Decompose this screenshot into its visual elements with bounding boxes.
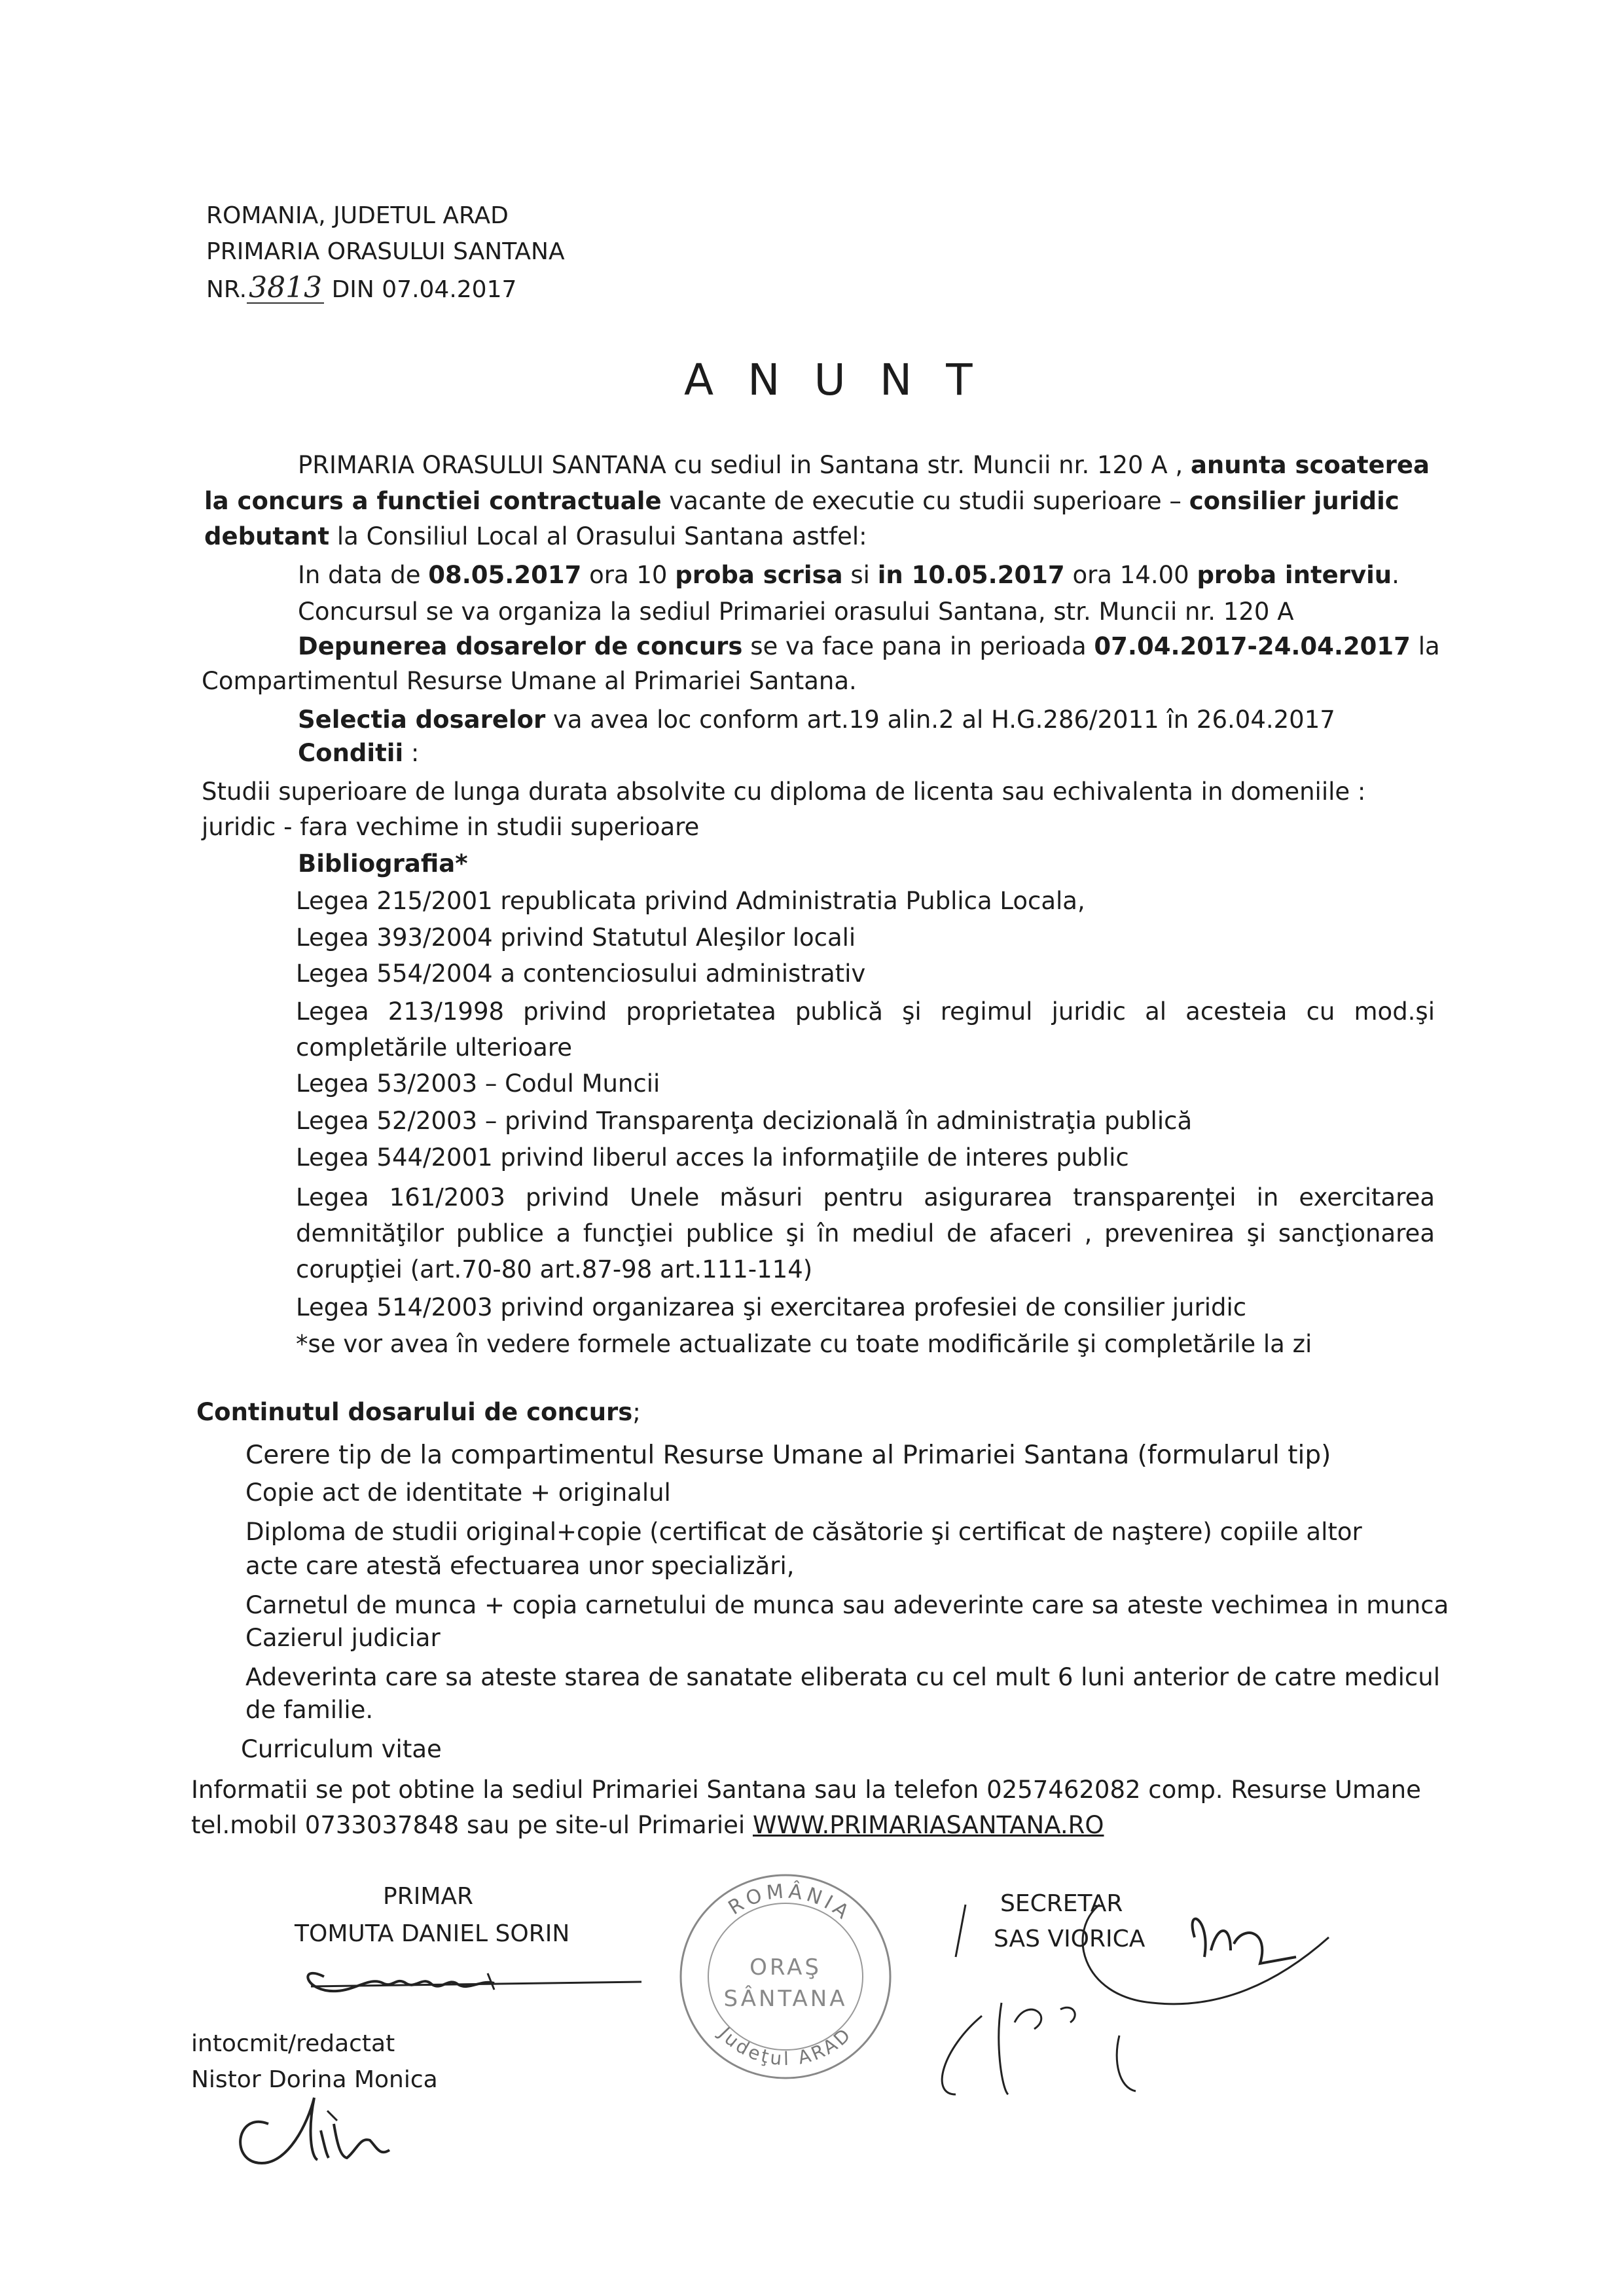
header-institution: PRIMARIA ORASULUI SANTANA bbox=[206, 238, 565, 265]
bibliography-item: Legea 52/2003 – privind Transparenţa decizională în administraţia publică bbox=[296, 1107, 1193, 1135]
bibliography-item: Legea 554/2004 a contenciosului administrativ bbox=[296, 960, 866, 988]
mayor-name: TOMUTA DANIEL SORIN bbox=[295, 1920, 570, 1947]
dossier-item: Curriculum vitae bbox=[241, 1735, 442, 1763]
drafted-signature bbox=[229, 2085, 425, 2176]
bibliography-item-continuation: completările ulterioare bbox=[296, 1033, 572, 1062]
bibliography-item-continuation: corupţiei (art.70-80 art.87-98 art.111-114) bbox=[296, 1255, 813, 1283]
dossier-item-continuation: de familie. bbox=[245, 1696, 374, 1724]
secretary-title: SECRETAR bbox=[1000, 1890, 1123, 1917]
official-stamp bbox=[674, 1869, 897, 2085]
intro-line-3: debutant la Consiliul Local al Orasului Santana astfel: bbox=[204, 522, 867, 550]
bibliography-item: Legea 514/2003 privind organizarea şi exercitarea profesiei de consilier juridic bbox=[296, 1293, 1247, 1321]
conditions-line-2: juridic - fara vechime in studii superioare bbox=[202, 813, 700, 841]
registration-number: 3813 bbox=[247, 274, 324, 304]
bibliography-item: Legea 215/2001 republicata privind Administratia Publica Locala, bbox=[296, 887, 1085, 915]
drafted-name: Nistor Dorina Monica bbox=[191, 2066, 438, 2093]
selection-line: Selectia dosarelor va avea loc conform art.19 alin.2 al H.G.286/2011 în 26.04.2017 bbox=[298, 706, 1335, 734]
stamp-bottom-text: Judeţul ARAD bbox=[714, 2022, 857, 2070]
bibliography-item: Legea 544/2001 privind liberul acces la informaţiile de interes public bbox=[296, 1143, 1129, 1172]
schedule-line: In data de 08.05.2017 ora 10 proba scrisa si in 10.05.2017 ora 14.00 proba interviu. bbox=[298, 561, 1399, 589]
dossier-item: Cerere tip de la compartimentul Resurse Umane al Primariei Santana (formularul tip) bbox=[245, 1441, 1331, 1470]
contact-line-2: tel.mobil 0733037848 sau pe site-ul Primariei WWW.PRIMARIASANTANA.RO bbox=[191, 1811, 1104, 1839]
registration-label: NR. bbox=[206, 276, 247, 303]
mayor-title: PRIMAR bbox=[383, 1883, 474, 1910]
bibliography-item: Legea 53/2003 – Codul Muncii bbox=[296, 1069, 660, 1098]
stamp-middle-2: SÂNTANA bbox=[723, 1986, 848, 2012]
bibliography-item: Legea 213/1998 privind proprietatea publică şi regimul juridic al acesteia cu mod.şi bbox=[296, 997, 1435, 1026]
secretary-signature bbox=[903, 1878, 1375, 2114]
submission-line-1: Depunerea dosarelor de concurs se va face pana in perioada 07.04.2017-24.04.2017 la bbox=[298, 632, 1440, 660]
bibliography-heading: Bibliografia* bbox=[298, 850, 468, 878]
dossier-item: Diploma de studii original+copie (certificat de căsătorie şi certificat de naştere) copiile altor bbox=[245, 1518, 1362, 1546]
conditions-line-1: Studii superioare de lunga durata absolvite cu diploma de licenta sau echivalenta in domeniile : bbox=[202, 778, 1366, 806]
dossier-item: Carnetul de munca + copia carnetului de munca sau adeverinte care sa ateste vechimea in munca bbox=[245, 1591, 1449, 1619]
page-title: ANUNT bbox=[684, 355, 1007, 405]
drafted-label: intocmit/redactat bbox=[191, 2030, 395, 2057]
dossier-item: Adeverinta care sa ateste starea de sanatate eliberata cu cel mult 6 luni anterior de catre medicul bbox=[245, 1663, 1440, 1691]
dossier-item: Copie act de identitate + originalul bbox=[245, 1479, 671, 1507]
bibliography-note: *se vor avea în vedere formele actualizate cu toate modificările şi completările la zi bbox=[296, 1330, 1312, 1358]
dossier-item: Cazierul judiciar bbox=[245, 1624, 441, 1652]
conditions-heading: Conditii : bbox=[298, 739, 420, 767]
bibliography-item: Legea 393/2004 privind Statutul Aleşilor locali bbox=[296, 924, 856, 952]
secretary-name: SAS VIORICA bbox=[994, 1926, 1146, 1952]
contact-line: Informatii se pot obtine la sediul Primariei Santana sau la telefon 0257462082 comp. Resurse Umane bbox=[191, 1776, 1421, 1804]
stamp-top-text: ROMÂNIA bbox=[724, 1880, 856, 1926]
mayor-signature bbox=[298, 1950, 664, 2009]
intro-line-1: PRIMARIA ORASULUI SANTANA cu sediul in Santana str. Muncii nr. 120 A , anunta scoaterea bbox=[298, 451, 1430, 479]
bibliography-item-continuation: demnităţilor publice a funcţiei publice şi în mediul de afaceri , prevenirea şi sancţionarea bbox=[296, 1219, 1435, 1247]
submission-line-2: Compartimentul Resurse Umane al Primariei Santana. bbox=[202, 667, 857, 695]
location-line: Concursul se va organiza la sediul Primariei orasului Santana, str. Muncii nr. 120 A bbox=[298, 598, 1294, 626]
dossier-item-continuation: acte care atestă efectuarea unor specializări, bbox=[245, 1552, 795, 1580]
bibliography-item: Legea 161/2003 privind Unele măsuri pentru asigurarea transparenţei in exercitarea bbox=[296, 1183, 1435, 1211]
header-registration bbox=[206, 271, 517, 304]
intro-line-2: la concurs a functiei contractuale vacante de executie cu studii superioare – consilier juridic bbox=[204, 487, 1399, 515]
stamp-middle-1: ORAŞ bbox=[749, 1954, 821, 1981]
dossier-heading: Continutul dosarului de concurs; bbox=[196, 1398, 641, 1426]
registration-date: DIN 07.04.2017 bbox=[331, 276, 517, 303]
header-county: ROMANIA, JUDETUL ARAD bbox=[206, 202, 509, 229]
website-link[interactable]: WWW.PRIMARIASANTANA.RO bbox=[752, 1811, 1104, 1839]
